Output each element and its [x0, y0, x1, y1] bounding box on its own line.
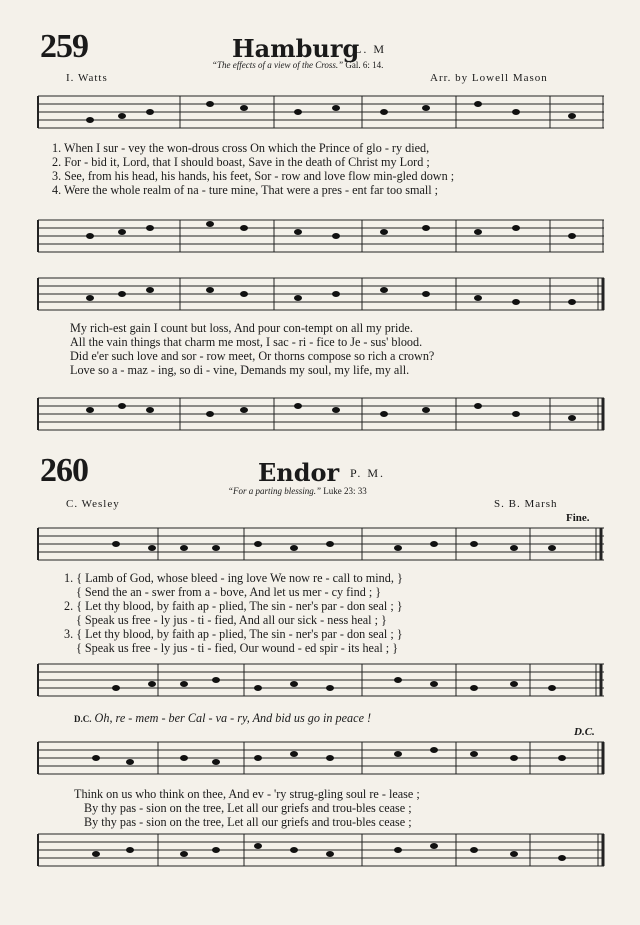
verse-line — [76, 586, 381, 598]
verse-line: 3. See, from his head, his hands, his feet, Sor - row and love flow min-gled down ; — [52, 169, 455, 183]
verse-line: By thy pas - sion on the tree, Let all our griefs and trou-bles cease ; — [84, 801, 412, 815]
verse-line: 2. For - bid it, Lord, that I should boast, Save in the death of Christ my Lord ; — [52, 155, 430, 169]
scripture-citation: Luke 23: 33 — [323, 486, 367, 496]
hymn-title: Hamburg — [232, 34, 360, 63]
treble-staff-1 — [38, 92, 604, 136]
scripture-reference — [212, 60, 383, 70]
verse-line: Think on us who think on thee, And ev - 'ry strug-gling soul re - lease ; — [74, 787, 420, 801]
treble-staff-2 — [38, 274, 604, 318]
staff-lines — [38, 664, 604, 696]
hymn-meter: L. M — [354, 42, 386, 56]
hymn-title: Endor — [258, 458, 340, 487]
verse-line — [76, 642, 398, 654]
verse-text: { Lamb of God, whose bleed - ing love We now re - call to mind, } — [76, 571, 403, 585]
verse-line: By thy pas - sion on the tree, Let all our griefs and trou-bles cease ; — [84, 815, 412, 829]
bass-staff-4 — [38, 830, 604, 874]
verse-text: { Let thy blood, by faith ap - plied, The sin - ner's par - don seal ; } — [76, 599, 403, 613]
composer-credit: S. B. Marsh — [494, 498, 558, 510]
verse-line: 1. When I sur - vey the won-drous cross On which the Prince of glo - ry died, — [52, 141, 430, 155]
scripture-quote: “The effects of a view of the Cross.” — [212, 60, 344, 70]
dc-text: Oh, re - mem - ber Cal - va - ry, And bid us go in peace ! — [94, 711, 372, 725]
bass-staff-2 — [38, 394, 604, 438]
hymn-number: 259 — [40, 28, 88, 65]
scripture-reference — [228, 486, 367, 496]
staff-lines — [38, 742, 604, 774]
scripture-quote: “For a parting blessing.” — [228, 486, 322, 496]
staff-lines — [38, 528, 604, 560]
treble-staff-3 — [38, 524, 604, 568]
verse-number: 3. — [64, 627, 74, 641]
author-credit: I. Watts — [66, 72, 108, 84]
bass-staff-1 — [38, 216, 604, 260]
verse-text: { Speak us free - ly jus - ti - fied, Our wound - ed spir - its heal ; } — [76, 641, 399, 655]
verse-text: { Let thy blood, by faith ap - plied, The sin - ner's par - don seal ; } — [76, 627, 403, 641]
composer-credit: Arr. by Lowell Mason — [430, 72, 548, 84]
verse-line: All the vain things that charm me most, I sac - ri - fice to Je - sus' blood. — [70, 335, 423, 349]
dc-line — [74, 712, 371, 724]
author-credit: C. Wesley — [66, 498, 120, 510]
verse-line: My rich-est gain I count but loss, And pour con-tempt on all my pride. — [70, 321, 413, 335]
verse-line — [76, 614, 387, 626]
scripture-citation: Gal. 6: 14. — [345, 60, 384, 70]
verse-text: { Send the an - swer from a - bove, And let us mer - cy find ; } — [76, 585, 382, 599]
staff-lines — [38, 834, 604, 866]
verse-line: Did e'er such love and sor - row meet, Or thorns compose so rich a crown? — [70, 349, 435, 363]
verse-line — [64, 600, 403, 612]
verse-number: 2. — [64, 599, 74, 613]
staff-lines — [38, 220, 604, 252]
treble-staff-4 — [38, 738, 604, 782]
dc-marking: D.C. — [574, 726, 595, 738]
verse-line: 4. Were the whole realm of na - ture mine, That were a pres - ent far too small ; — [52, 183, 439, 197]
verse-line — [64, 572, 403, 584]
verse-line — [64, 628, 403, 640]
hymn-meter: P. M. — [350, 466, 386, 480]
bass-staff-3 — [38, 660, 604, 704]
dc-prefix: D.C. — [74, 714, 92, 724]
hymn-number: 260 — [40, 452, 88, 489]
verse-number: 1. — [64, 571, 74, 585]
verse-line: Love so a - maz - ing, so di - vine, Demands my soul, my life, my all. — [70, 363, 410, 377]
fine-marking: Fine. — [566, 512, 590, 524]
verse-text: { Speak us free - ly jus - ti - fied, And all our sick - ness heal ; } — [76, 613, 387, 627]
